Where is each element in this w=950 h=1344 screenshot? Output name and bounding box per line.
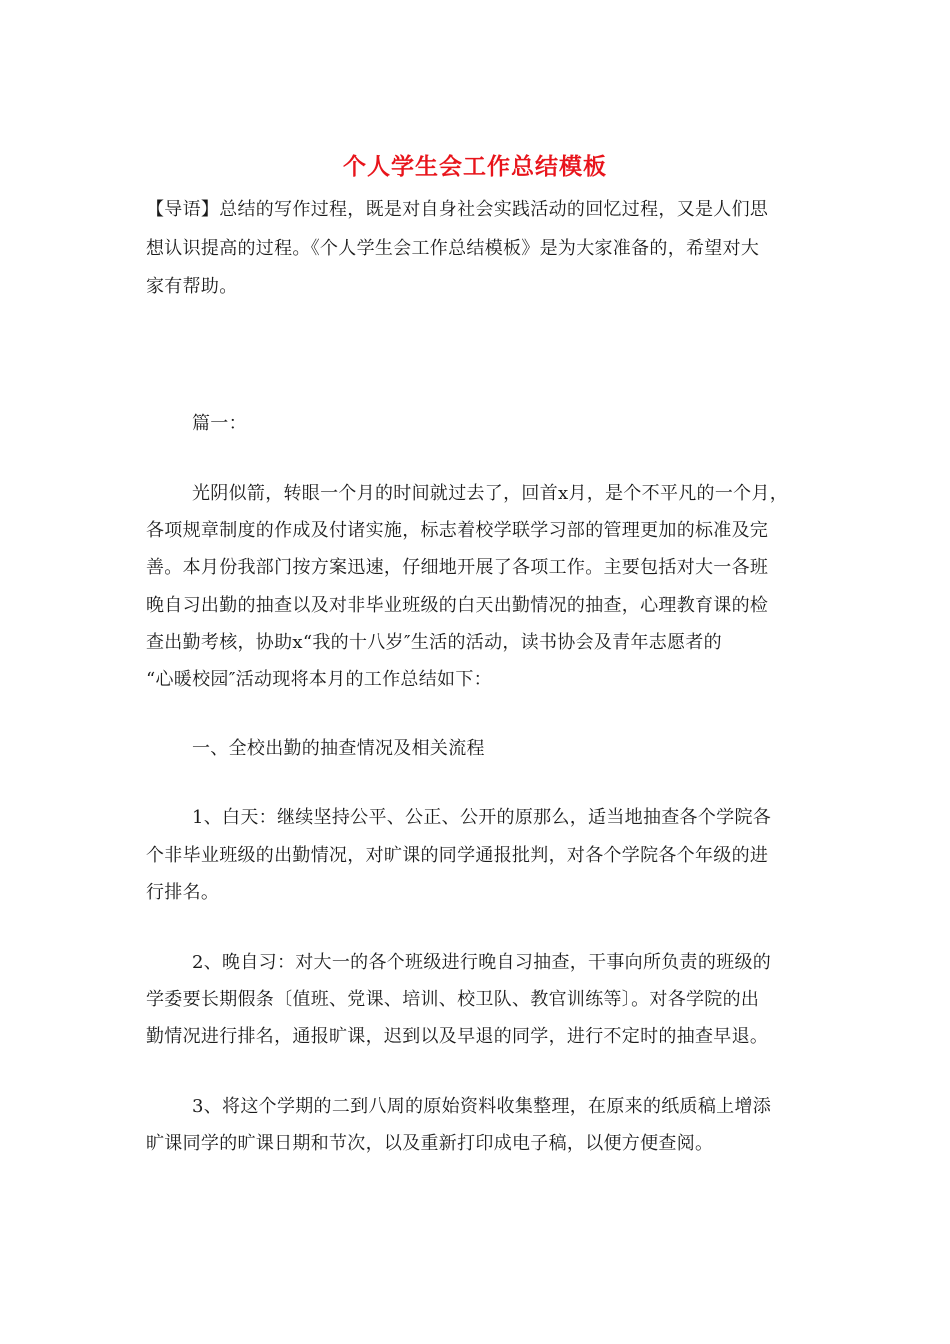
item2-line-1: 2、晚自习：对大一的各个班级进行晚自习抽查，干事向所负责的班级的 [192, 952, 772, 973]
section-heading-1: 一、全校出勤的抽查情况及相关流程 [192, 738, 485, 759]
intro-line-3: 家有帮助。 [146, 276, 238, 297]
item1-line-3: 行排名。 [146, 882, 220, 903]
para1-line-3: 善。本月份我部门按方案迅速，仔细地开展了各项工作。主要包括对大一各班 [146, 557, 769, 578]
item2-line-2: 学委要长期假条〔值班、党课、培训、校卫队、教官训练等〕。对各学院的出 [146, 989, 760, 1010]
item1-line-1: 1、白天：继续坚持公平、公正、公开的原那么，适当地抽查各个学院各 [192, 807, 772, 828]
para1-line-5: 查出勤考核，协助x“我的十八岁″生活的活动，读书协会及青年志愿者的 [146, 632, 722, 653]
para1-line-1: 光阴似箭，转眼一个月的时间就过去了，回首x月，是个不平凡的一个月， [192, 483, 789, 504]
intro-line-2: 想认识提高的过程。《个人学生会工作总结模板》是为大家准备的，希望对大 [146, 238, 760, 259]
para1-line-6: “心暖校园″活动现将本月的工作总结如下： [146, 669, 492, 690]
document-title: 个人学生会工作总结模板 [343, 154, 607, 180]
para1-line-4: 晚自习出勤的抽查以及对非毕业班级的白天出勤情况的抽查，心理教育课的检 [146, 595, 769, 616]
part-label: 篇一： [192, 413, 247, 434]
item3-line-2: 旷课同学的旷课日期和节次，以及重新打印成电子稿，以便方便查阅。 [146, 1133, 714, 1154]
item1-line-2: 个非毕业班级的出勤情况，对旷课的同学通报批判，对各个学院各个年级的进 [146, 845, 769, 866]
item3-line-1: 3、将这个学期的二到八周的原始资料收集整理，在原来的纸质稿上增添 [192, 1096, 772, 1117]
item2-line-3: 勤情况进行排名，通报旷课，迟到以及早退的同学，进行不定时的抽查早退。 [146, 1026, 769, 1047]
para1-line-2: 各项规章制度的作成及付诸实施，标志着校学联学习部的管理更加的标准及完 [146, 520, 769, 541]
intro-line-1: 【导语】总结的写作过程，既是对自身社会实践活动的回忆过程，又是人们思 [146, 199, 769, 220]
